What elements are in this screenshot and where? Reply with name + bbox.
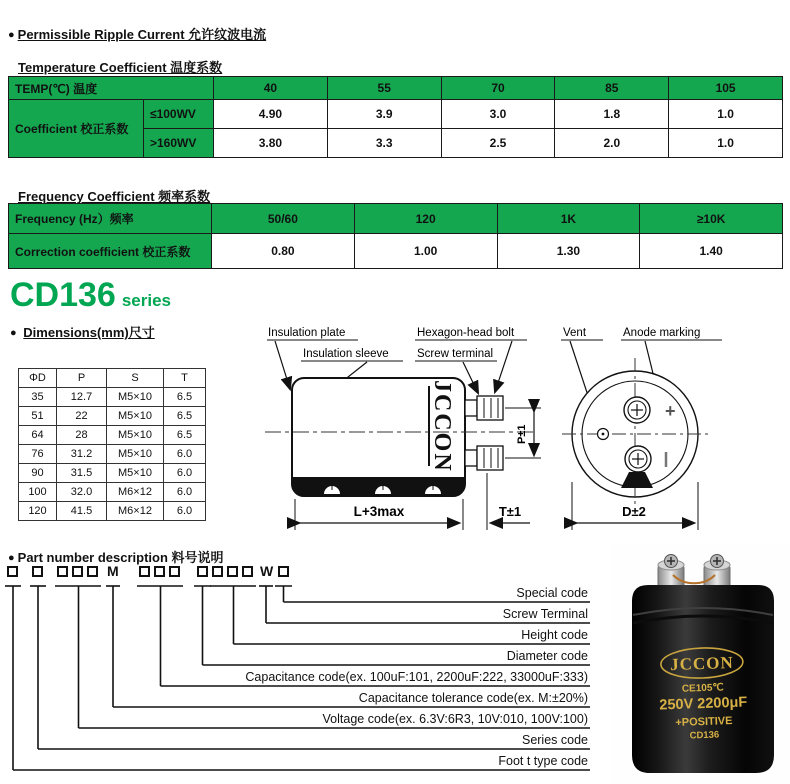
freq-col-120: 120 <box>354 204 497 234</box>
corr-5060: 0.80 <box>212 234 355 269</box>
freq-col-1k: 1K <box>497 204 640 234</box>
frequency-coefficient-table <box>8 203 783 269</box>
capacitor-dimension-drawing <box>225 316 790 540</box>
capacitor-top-view <box>562 358 708 508</box>
screw-terminals-side <box>465 396 503 470</box>
pn-label-capacitance-code: Capacitance code(ex. 100uF:101, 2200uF:222, 33000uF:333) <box>245 670 588 684</box>
bullet-icon: ● <box>8 29 15 41</box>
pn-label-screw-terminal: Screw Terminal <box>502 607 588 621</box>
section-ripple-current-title <box>8 24 266 43</box>
capacitor-product-photo <box>612 545 790 784</box>
dim-col-s: S <box>107 369 164 388</box>
dim-col-p: P <box>57 369 107 388</box>
table-row: 100 32.0 M6×12 6.0 <box>19 483 206 502</box>
series-suffix: series <box>121 291 172 310</box>
coeff-160wv-105: 1.0 <box>669 129 783 158</box>
coeff-100wv-105: 1.0 <box>669 100 783 129</box>
freq-col-5060: 50/60 <box>212 204 355 234</box>
dimensions-table <box>18 368 206 521</box>
table-row: 76 31.2 M5×10 6.0 <box>19 445 206 464</box>
table-row: 64 28 M5×10 6.5 <box>19 426 206 445</box>
dim-length: L+3max <box>353 504 405 519</box>
coeff-160wv-70: 2.5 <box>441 129 555 158</box>
series-name: CD136 <box>10 276 116 314</box>
coefficient-sub-160wv: >160WV <box>144 129 214 158</box>
table-row: 120 41.5 M6×12 6.0 <box>19 502 206 521</box>
corr-1k: 1.30 <box>497 234 640 269</box>
label-anode-marking: Anode marking <box>623 327 701 339</box>
temp-col-40: 40 <box>214 77 328 100</box>
table-row: 35 12.7 M5×10 6.5 <box>19 388 206 407</box>
pn-label-special-code: Special code <box>516 586 588 600</box>
temp-col-70: 70 <box>441 77 555 100</box>
pn-label-capacitance-tolerance-code: Capacitance tolerance code(ex. M:±20%) <box>358 691 588 705</box>
freq-header-label: Frequency (Hz）频率 <box>9 204 212 234</box>
dim-col-t: T <box>164 369 206 388</box>
pn-label-diameter-code: Diameter code <box>506 649 588 663</box>
label-insulation-sleeve: Insulation sleeve <box>303 348 389 360</box>
corr-120: 1.00 <box>354 234 497 269</box>
brand-text-side-view: JCCON <box>429 380 455 473</box>
dim-pitch: P±1 <box>516 424 528 444</box>
label-hexagon-head-bolt: Hexagon-head bolt <box>417 327 515 339</box>
anode-plus-mark: + <box>665 401 676 421</box>
dim-col-d: ΦD <box>19 369 57 388</box>
capacitor-body <box>632 585 774 773</box>
label-screw-terminal: Screw terminal <box>417 348 494 360</box>
temperature-coefficient-table <box>8 76 783 158</box>
coeff-100wv-70: 3.0 <box>441 100 555 129</box>
temp-coefficient-title: Temperature Coefficient 温度系数 <box>18 60 223 75</box>
coeff-160wv-40: 3.80 <box>214 129 328 158</box>
coefficient-sub-100wv: ≤100WV <box>144 100 214 129</box>
temp-col-55: 55 <box>327 77 441 100</box>
table-row: 90 31.5 M5×10 6.0 <box>19 464 206 483</box>
temp-col-85: 85 <box>555 77 669 100</box>
capacitor-photo-svg <box>612 545 790 784</box>
pn-label-foot-type-code: Foot t type code <box>498 754 588 768</box>
coeff-160wv-55: 3.3 <box>327 129 441 158</box>
bullet-icon: ● <box>8 552 15 564</box>
label-vent: Vent <box>563 327 587 339</box>
correction-row-label: Correction coefficient 校正系数 <box>9 234 212 269</box>
temp-header-label: TEMP(℃) 温度 <box>9 77 214 100</box>
photo-brand: JCCON <box>669 652 734 675</box>
ripple-current-title-text: Permissible Ripple Current 允许纹波电流 <box>17 27 267 42</box>
pn-label-series-code: Series code <box>521 733 588 747</box>
temp-col-105: 105 <box>669 77 783 100</box>
table-row: 51 22 M5×10 6.5 <box>19 407 206 426</box>
dim-diameter: D±2 <box>622 504 646 519</box>
pn-label-voltage-code: Voltage code(ex. 6.3V:6R3, 10V:010, 100V:100) <box>322 712 588 726</box>
pn-label-height-code: Height code <box>521 628 588 642</box>
part-number-title: ● Part number description 料号说明 <box>8 550 224 565</box>
freq-col-10k: ≥10K <box>640 204 783 234</box>
freq-coefficient-title: Frequency Coefficient 频率系数 <box>18 189 211 204</box>
photo-series: CD136 <box>689 729 720 742</box>
coeff-100wv-40: 4.90 <box>214 100 328 129</box>
pn-letter-w: W <box>260 563 274 579</box>
coefficient-row-label: Coefficient 校正系数 <box>9 100 144 158</box>
series-heading <box>10 276 171 315</box>
bullet-icon: ● <box>10 327 17 339</box>
photo-temp-rating: CE105℃ <box>681 682 724 695</box>
label-insulation-plate: Insulation plate <box>268 327 346 339</box>
photo-positive: +POSITIVE <box>675 714 733 729</box>
dimensions-title: ● Dimensions(mm)尺寸 <box>10 325 155 340</box>
corr-10k: 1.40 <box>640 234 783 269</box>
terminal-posts <box>658 555 730 590</box>
dim-terminal: T±1 <box>498 504 522 519</box>
photo-rating: 250V 2200μF <box>659 694 748 714</box>
coeff-100wv-85: 1.8 <box>555 100 669 129</box>
pn-letter-m: M <box>107 563 119 579</box>
coeff-100wv-55: 3.9 <box>327 100 441 129</box>
coeff-160wv-85: 2.0 <box>555 129 669 158</box>
